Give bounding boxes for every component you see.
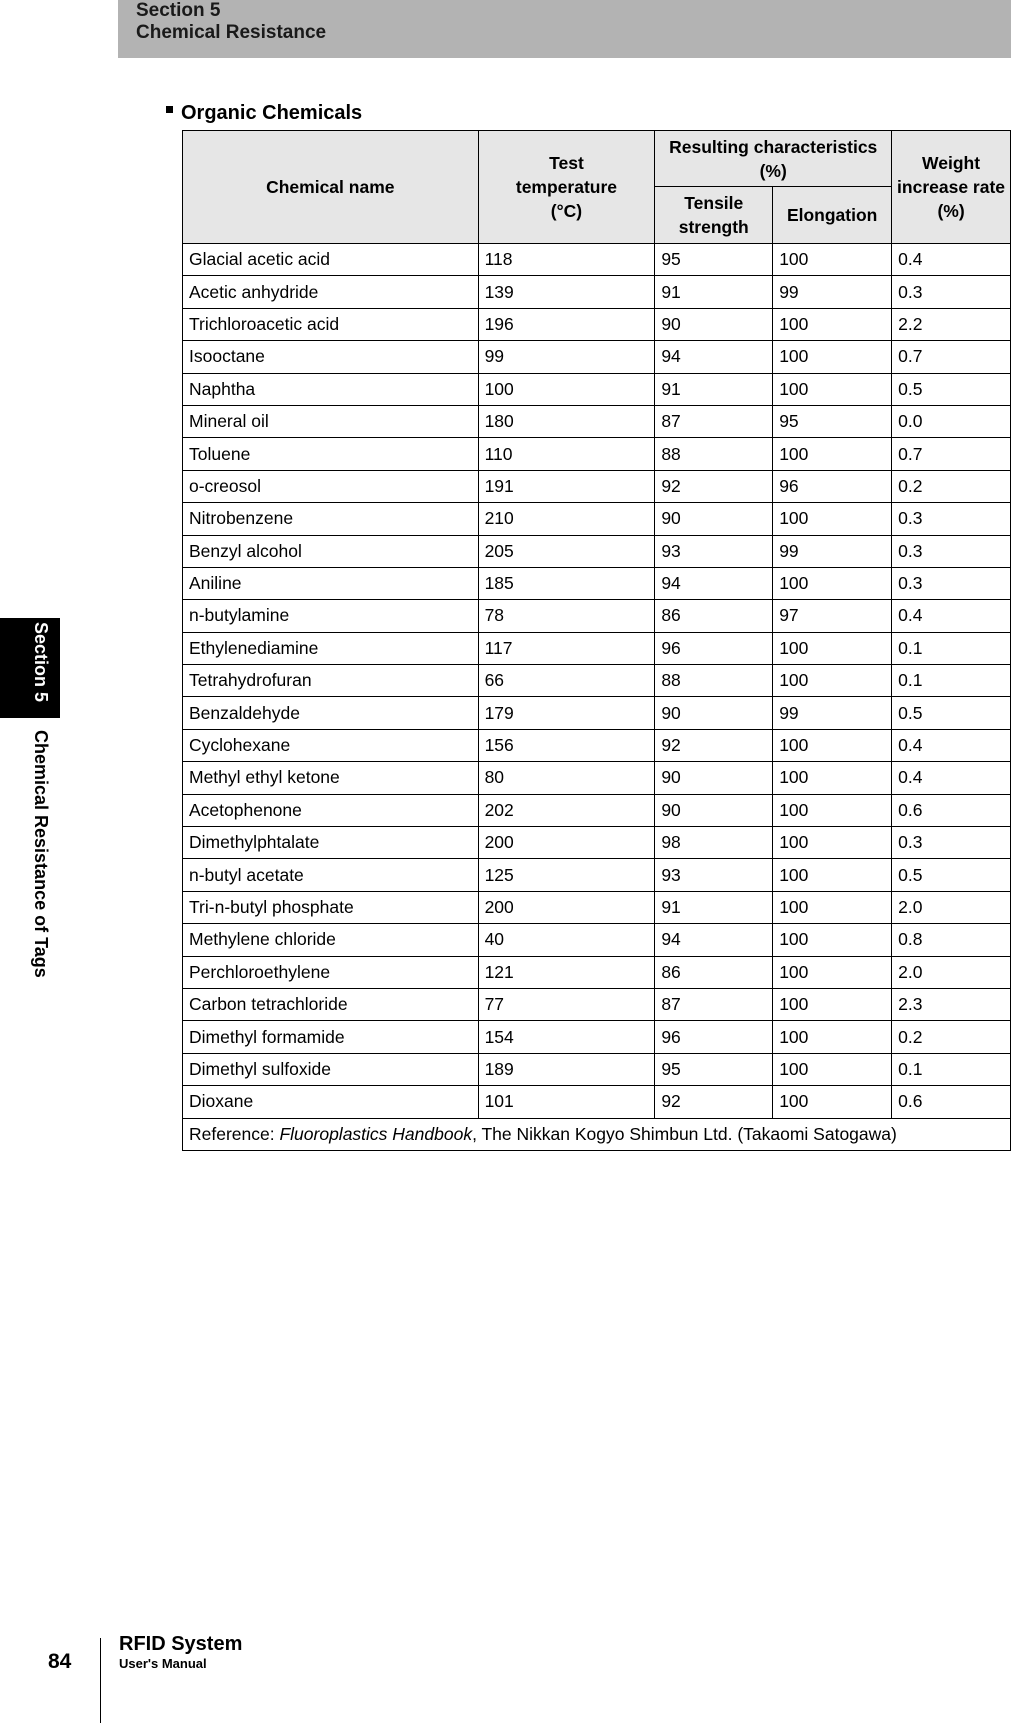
cell-weight-increase: 0.6 <box>892 794 1011 826</box>
cell-elongation: 100 <box>773 244 892 276</box>
table-row <box>183 405 1011 437</box>
cell-weight-increase: 0.2 <box>892 470 1011 502</box>
section-header-band <box>118 0 1011 58</box>
cell-chemical-name: Mineral oil <box>183 405 479 437</box>
table-header-row <box>183 131 1011 187</box>
cell-elongation: 100 <box>773 827 892 859</box>
cell-elongation: 100 <box>773 1053 892 1085</box>
cell-chemical-name: Dimethyl formamide <box>183 1021 479 1053</box>
cell-test-temperature: 200 <box>478 891 655 923</box>
cell-weight-increase: 0.1 <box>892 1053 1011 1085</box>
cell-weight-increase: 0.3 <box>892 276 1011 308</box>
table-row <box>183 891 1011 923</box>
reference-row <box>183 1118 1011 1150</box>
cell-weight-increase: 0.4 <box>892 600 1011 632</box>
cell-elongation: 100 <box>773 729 892 761</box>
table-row <box>183 503 1011 535</box>
cell-tensile-strength: 87 <box>655 405 773 437</box>
cell-tensile-strength: 87 <box>655 988 773 1020</box>
cell-test-temperature: 100 <box>478 373 655 405</box>
cell-weight-increase: 0.8 <box>892 924 1011 956</box>
cell-weight-increase: 0.1 <box>892 632 1011 664</box>
cell-weight-increase: 0.3 <box>892 827 1011 859</box>
cell-chemical-name: Naphtha <box>183 373 479 405</box>
table-row <box>183 988 1011 1020</box>
cell-tensile-strength: 94 <box>655 567 773 599</box>
cell-tensile-strength: 90 <box>655 794 773 826</box>
cell-tensile-strength: 93 <box>655 535 773 567</box>
cell-test-temperature: 117 <box>478 632 655 664</box>
table-row <box>183 341 1011 373</box>
cell-elongation: 100 <box>773 762 892 794</box>
cell-test-temperature: 101 <box>478 1086 655 1118</box>
cell-tensile-strength: 94 <box>655 924 773 956</box>
cell-tensile-strength: 94 <box>655 341 773 373</box>
cell-chemical-name: Glacial acetic acid <box>183 244 479 276</box>
cell-test-temperature: 40 <box>478 924 655 956</box>
cell-tensile-strength: 91 <box>655 373 773 405</box>
cell-tensile-strength: 96 <box>655 1021 773 1053</box>
side-section-tab <box>0 618 60 1018</box>
cell-tensile-strength: 90 <box>655 762 773 794</box>
cell-elongation: 99 <box>773 697 892 729</box>
cell-test-temperature: 99 <box>478 341 655 373</box>
table-row <box>183 827 1011 859</box>
table-row <box>183 600 1011 632</box>
table-row <box>183 244 1011 276</box>
cell-test-temperature: 121 <box>478 956 655 988</box>
cell-test-temperature: 125 <box>478 859 655 891</box>
cell-tensile-strength: 88 <box>655 438 773 470</box>
cell-weight-increase: 0.4 <box>892 244 1011 276</box>
table-row <box>183 567 1011 599</box>
cell-elongation: 100 <box>773 988 892 1020</box>
table-row <box>183 729 1011 761</box>
reference-cell: Reference: Fluoroplastics Handbook, The Nikkan Kogyo Shimbun Ltd. (Takaomi Satogawa) <box>183 1118 1011 1150</box>
cell-elongation: 100 <box>773 341 892 373</box>
side-tab-title: Chemical Resistance of Tags <box>31 730 51 978</box>
cell-tensile-strength: 96 <box>655 632 773 664</box>
manual-title: RFID System <box>119 1633 243 1655</box>
cell-elongation: 100 <box>773 956 892 988</box>
cell-test-temperature: 200 <box>478 827 655 859</box>
cell-chemical-name: Methyl ethyl ketone <box>183 762 479 794</box>
table-row <box>183 1021 1011 1053</box>
section-label: Section 5 <box>136 0 221 21</box>
table-row <box>183 665 1011 697</box>
table-row <box>183 697 1011 729</box>
cell-tensile-strength: 90 <box>655 697 773 729</box>
table-row <box>183 956 1011 988</box>
table-row <box>183 924 1011 956</box>
cell-test-temperature: 185 <box>478 567 655 599</box>
cell-chemical-name: Toluene <box>183 438 479 470</box>
cell-test-temperature: 191 <box>478 470 655 502</box>
cell-elongation: 100 <box>773 632 892 664</box>
cell-test-temperature: 78 <box>478 600 655 632</box>
table-row <box>183 276 1011 308</box>
col-resulting-characteristics: Resulting characteristics (%) <box>655 131 892 187</box>
cell-elongation: 100 <box>773 438 892 470</box>
cell-weight-increase: 0.6 <box>892 1086 1011 1118</box>
section-title: Chemical Resistance <box>136 22 327 43</box>
manual-subtitle: User's Manual <box>119 1656 207 1671</box>
cell-tensile-strength: 91 <box>655 891 773 923</box>
cell-tensile-strength: 98 <box>655 827 773 859</box>
cell-weight-increase: 2.3 <box>892 988 1011 1020</box>
cell-weight-increase: 0.3 <box>892 535 1011 567</box>
cell-chemical-name: Dimethyl sulfoxide <box>183 1053 479 1085</box>
table-row <box>183 535 1011 567</box>
cell-weight-increase: 0.7 <box>892 341 1011 373</box>
cell-elongation: 100 <box>773 1021 892 1053</box>
cell-test-temperature: 110 <box>478 438 655 470</box>
cell-test-temperature: 180 <box>478 405 655 437</box>
cell-elongation: 100 <box>773 373 892 405</box>
cell-elongation: 100 <box>773 665 892 697</box>
cell-tensile-strength: 93 <box>655 859 773 891</box>
cell-tensile-strength: 92 <box>655 1086 773 1118</box>
cell-chemical-name: Acetic anhydride <box>183 276 479 308</box>
cell-chemical-name: Benzaldehyde <box>183 697 479 729</box>
col-test-temperature: Test temperature (°C) <box>478 131 655 244</box>
cell-test-temperature: 196 <box>478 308 655 340</box>
cell-test-temperature: 179 <box>478 697 655 729</box>
table-row <box>183 859 1011 891</box>
cell-test-temperature: 139 <box>478 276 655 308</box>
cell-chemical-name: Tri-n-butyl phosphate <box>183 891 479 923</box>
cell-elongation: 100 <box>773 503 892 535</box>
cell-elongation: 100 <box>773 924 892 956</box>
cell-weight-increase: 2.0 <box>892 891 1011 923</box>
cell-test-temperature: 77 <box>478 988 655 1020</box>
cell-test-temperature: 66 <box>478 665 655 697</box>
cell-elongation: 97 <box>773 600 892 632</box>
cell-weight-increase: 0.1 <box>892 665 1011 697</box>
cell-tensile-strength: 90 <box>655 503 773 535</box>
cell-weight-increase: 0.4 <box>892 762 1011 794</box>
cell-weight-increase: 0.0 <box>892 405 1011 437</box>
cell-elongation: 99 <box>773 535 892 567</box>
cell-chemical-name: Cyclohexane <box>183 729 479 761</box>
cell-tensile-strength: 88 <box>655 665 773 697</box>
page-heading <box>166 102 362 125</box>
cell-test-temperature: 202 <box>478 794 655 826</box>
table-row <box>183 470 1011 502</box>
table-body <box>183 244 1011 1119</box>
cell-weight-increase: 0.4 <box>892 729 1011 761</box>
side-tab-section: Section 5 <box>31 622 51 703</box>
cell-elongation: 95 <box>773 405 892 437</box>
cell-weight-increase: 0.2 <box>892 1021 1011 1053</box>
page-number: 84 <box>48 1650 72 1673</box>
table-row <box>183 438 1011 470</box>
cell-chemical-name: Tetrahydrofuran <box>183 665 479 697</box>
cell-elongation: 96 <box>773 470 892 502</box>
cell-chemical-name: n-butyl acetate <box>183 859 479 891</box>
table-row <box>183 308 1011 340</box>
cell-test-temperature: 156 <box>478 729 655 761</box>
cell-elongation: 100 <box>773 859 892 891</box>
cell-chemical-name: Dioxane <box>183 1086 479 1118</box>
cell-chemical-name: Dimethylphtalate <box>183 827 479 859</box>
heading-text: Organic Chemicals <box>181 102 363 124</box>
cell-elongation: 100 <box>773 891 892 923</box>
table-row <box>183 1086 1011 1118</box>
cell-chemical-name: Methylene chloride <box>183 924 479 956</box>
col-weight-increase: Weight increase rate (%) <box>892 131 1011 244</box>
cell-tensile-strength: 95 <box>655 244 773 276</box>
table-row <box>183 762 1011 794</box>
cell-weight-increase: 0.7 <box>892 438 1011 470</box>
cell-elongation: 100 <box>773 567 892 599</box>
cell-test-temperature: 205 <box>478 535 655 567</box>
col-chemical-name: Chemical name <box>183 131 479 244</box>
reference-book-title: Fluoroplastics Handbook <box>279 1123 473 1144</box>
cell-test-temperature: 80 <box>478 762 655 794</box>
cell-weight-increase: 0.5 <box>892 373 1011 405</box>
cell-tensile-strength: 86 <box>655 600 773 632</box>
organic-chemicals-table <box>182 130 1011 1151</box>
cell-weight-increase: 0.3 <box>892 503 1011 535</box>
cell-tensile-strength: 95 <box>655 1053 773 1085</box>
cell-elongation: 100 <box>773 794 892 826</box>
cell-test-temperature: 189 <box>478 1053 655 1085</box>
table-row <box>183 1053 1011 1085</box>
cell-elongation: 100 <box>773 1086 892 1118</box>
cell-tensile-strength: 91 <box>655 276 773 308</box>
cell-elongation: 99 <box>773 276 892 308</box>
cell-chemical-name: o-creosol <box>183 470 479 502</box>
cell-tensile-strength: 86 <box>655 956 773 988</box>
cell-chemical-name: Benzyl alcohol <box>183 535 479 567</box>
cell-test-temperature: 210 <box>478 503 655 535</box>
cell-chemical-name: Acetophenone <box>183 794 479 826</box>
cell-chemical-name: Perchloroethylene <box>183 956 479 988</box>
cell-chemical-name: Isooctane <box>183 341 479 373</box>
cell-weight-increase: 0.5 <box>892 697 1011 729</box>
cell-chemical-name: Nitrobenzene <box>183 503 479 535</box>
cell-weight-increase: 0.5 <box>892 859 1011 891</box>
col-elongation: Elongation <box>773 187 892 244</box>
cell-tensile-strength: 92 <box>655 470 773 502</box>
cell-chemical-name: Trichloroacetic acid <box>183 308 479 340</box>
cell-weight-increase: 0.3 <box>892 567 1011 599</box>
cell-test-temperature: 118 <box>478 244 655 276</box>
cell-elongation: 100 <box>773 308 892 340</box>
cell-chemical-name: Ethylenediamine <box>183 632 479 664</box>
cell-tensile-strength: 92 <box>655 729 773 761</box>
cell-weight-increase: 2.2 <box>892 308 1011 340</box>
cell-test-temperature: 154 <box>478 1021 655 1053</box>
cell-tensile-strength: 90 <box>655 308 773 340</box>
table-row <box>183 373 1011 405</box>
cell-chemical-name: Carbon tetrachloride <box>183 988 479 1020</box>
col-tensile-strength: Tensile strength <box>655 187 773 244</box>
cell-chemical-name: Aniline <box>183 567 479 599</box>
table-row <box>183 632 1011 664</box>
cell-weight-increase: 2.0 <box>892 956 1011 988</box>
cell-chemical-name: n-butylamine <box>183 600 479 632</box>
footer-divider <box>100 1638 101 1723</box>
square-bullet-icon <box>166 106 173 113</box>
table-row <box>183 794 1011 826</box>
